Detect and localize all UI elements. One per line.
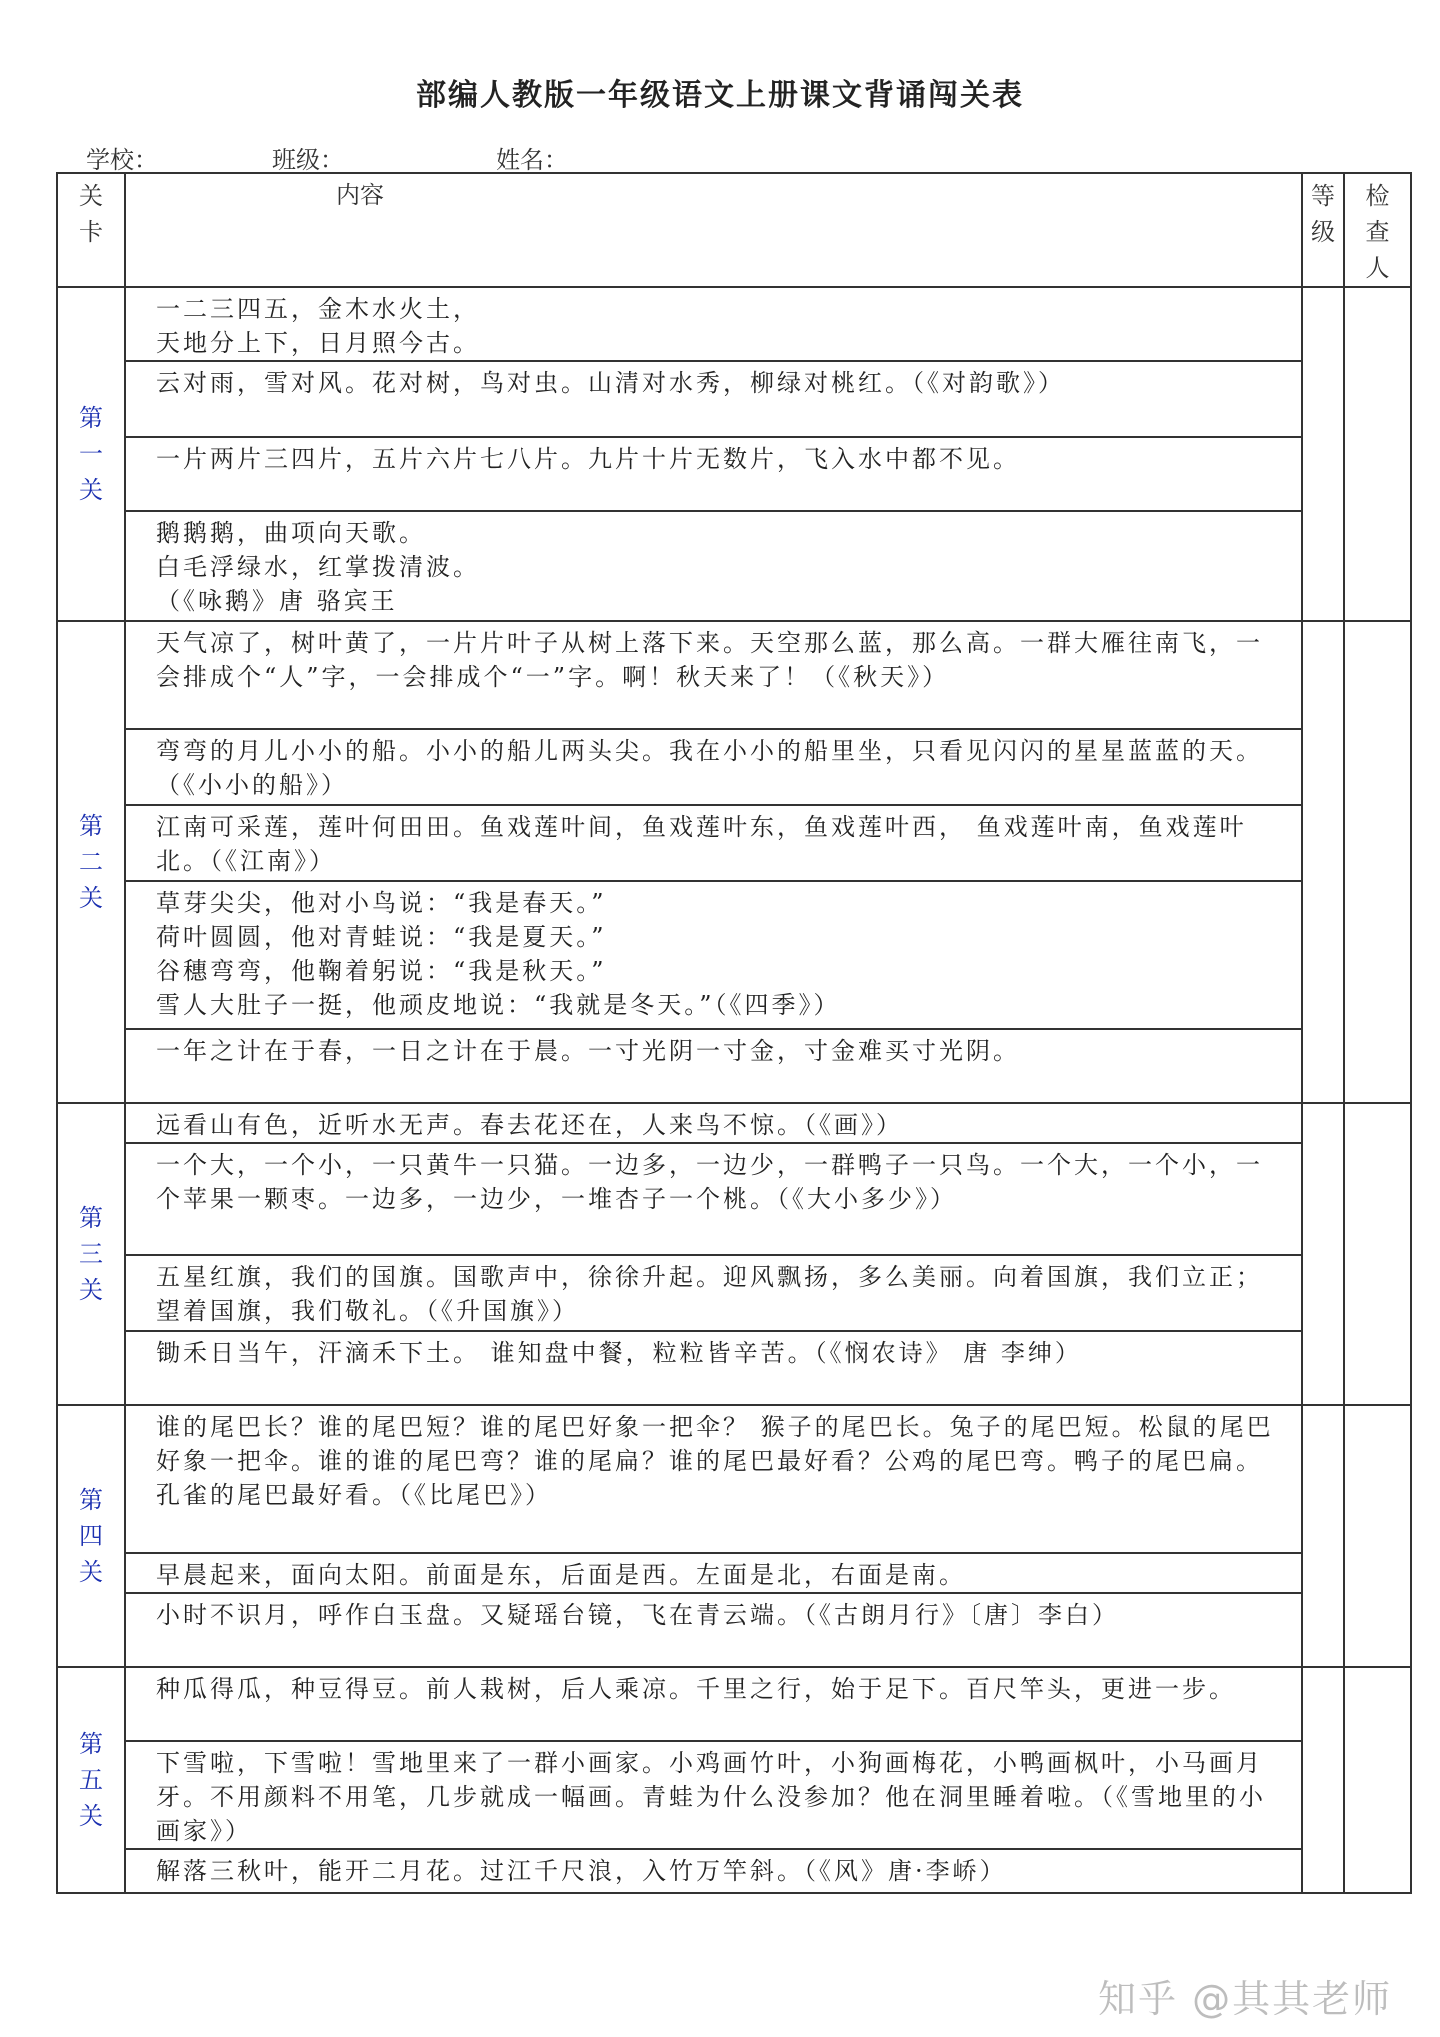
- content-cell: [125, 1103, 1302, 1143]
- school-label: 学校：: [86, 146, 158, 174]
- table-row: [57, 511, 1411, 621]
- content-cell: [125, 1405, 1302, 1553]
- recitation-text: 一个大，一个小，一只黄牛一只猫。一边多，一边少，一群鸭子一只鸟。一个大，一个小，一个苹果一颗枣。一边多，一边少，一堆杏子一个桃。（《大小多少》）: [156, 1151, 1263, 1213]
- level-name: 第一关: [79, 404, 103, 504]
- grade-header: 等级: [1302, 173, 1344, 287]
- table-row: [57, 1331, 1411, 1405]
- content-cell: [125, 511, 1302, 621]
- table-row: [57, 1553, 1411, 1593]
- recitation-text: 江南可采莲，莲叶何田田。鱼戏莲叶间，鱼戏莲叶东，鱼戏莲叶西， 鱼戏莲叶南，鱼戏莲叶北。（《江南》）: [156, 813, 1247, 875]
- level-name: 第四关: [79, 1486, 103, 1586]
- content-cell: [125, 805, 1302, 881]
- content-cell: [125, 361, 1302, 437]
- content-header: 内容: [125, 173, 1302, 287]
- table-row: [57, 361, 1411, 437]
- content-cell: [125, 1667, 1302, 1741]
- table-row: [57, 1029, 1411, 1103]
- recitation-text: 五星红旗，我们的国旗。国歌声中，徐徐升起。迎风飘扬，多么美丽。向着国旗，我们立正；望着国旗，我们敬礼。（《升国旗》）: [156, 1263, 1263, 1325]
- content-cell: [125, 1849, 1302, 1893]
- content-cell: [125, 1255, 1302, 1331]
- recitation-text: 云对雨，雪对风。花对树，鸟对虫。山清对水秀，柳绿对桃红。（《对韵歌》）: [156, 369, 1065, 397]
- table-row: [57, 805, 1411, 881]
- grade-cell[interactable]: [1302, 1405, 1344, 1667]
- watermark: 知乎 @其其老师: [1098, 1977, 1393, 2021]
- table-row: [57, 1405, 1411, 1553]
- table-row: [57, 1849, 1411, 1893]
- content-cell: [125, 437, 1302, 511]
- content-cell: [125, 1331, 1302, 1405]
- content-cell: [125, 1593, 1302, 1667]
- content-cell: [125, 729, 1302, 805]
- content-cell: [125, 881, 1302, 1029]
- grade-cell[interactable]: [1302, 1103, 1344, 1405]
- level-cell: [57, 1405, 125, 1667]
- table-row: [57, 1667, 1411, 1741]
- content-cell: [125, 1553, 1302, 1593]
- grade-cell[interactable]: [1302, 287, 1344, 621]
- recitation-text: 鹅鹅鹅，曲项向天歌。 白毛浮绿水，红掌拨清波。 （《咏鹅》唐 骆宾王: [156, 519, 480, 615]
- recitation-text: 天气凉了，树叶黄了，一片片叶子从树上落下来。天空那么蓝，那么高。一群大雁往南飞，一会排成个“人”字，一会排成个“一”字。啊！秋天来了！（《秋天》）: [156, 629, 1263, 691]
- content-cell: [125, 1029, 1302, 1103]
- table-row: [57, 287, 1411, 361]
- level-cell: [57, 1103, 125, 1405]
- recitation-text: 早晨起来，面向太阳。前面是东，后面是西。左面是北，右面是南。: [156, 1561, 966, 1589]
- level-cell: [57, 287, 125, 621]
- table-row: [57, 1143, 1411, 1255]
- name-label: 姓名：: [496, 146, 568, 174]
- content-cell: [125, 621, 1302, 729]
- recitation-text: 一年之计在于春，一日之计在于晨。一寸光阴一寸金，寸金难买寸光阴。: [156, 1037, 1020, 1065]
- page-title: 部编人教版一年级语文上册课文背诵闯关表: [416, 78, 1024, 113]
- recitation-text: 种瓜得瓜，种豆得豆。前人栽树，后人乘凉。千里之行，始于足下。百尺竿头，更进一步。: [156, 1675, 1236, 1703]
- content-cell: [125, 1741, 1302, 1849]
- table-row: [57, 621, 1411, 729]
- content-cell: [125, 287, 1302, 361]
- recitation-text: 一片两片三四片，五片六片七八片。九片十片无数片，飞入水中都不见。: [156, 445, 1020, 473]
- table-row: [57, 729, 1411, 805]
- level-cell: [57, 1667, 125, 1893]
- checker-cell[interactable]: [1344, 1405, 1411, 1667]
- class-label: 班级：: [272, 146, 344, 174]
- recitation-text: 弯弯的月儿小小的船。小小的船儿两头尖。我在小小的船里坐，只看见闪闪的星星蓝蓝的天。（《小小的船》）: [156, 737, 1263, 799]
- level-name: 第三关: [79, 1204, 103, 1304]
- table-row: [57, 1255, 1411, 1331]
- checker-cell[interactable]: [1344, 287, 1411, 621]
- table-row: [57, 437, 1411, 511]
- table-row: [57, 881, 1411, 1029]
- recitation-text: 锄禾日当午，汗滴禾下土。 谁知盘中餐，粒粒皆辛苦。（《悯农诗》 唐 李绅）: [156, 1339, 1082, 1367]
- recitation-text: 草芽尖尖，他对小鸟说：“我是春天。” 荷叶圆圆，他对青蛙说：“我是夏天。” 谷穗弯弯，他鞠着躬说：“我是秋天。” 雪人大肚子一挺，他顽皮地说：“我就是冬天。”（《四季》）: [156, 889, 841, 1019]
- table-row: [57, 1741, 1411, 1849]
- recitation-table: [56, 172, 1412, 1894]
- header-row: [57, 173, 1411, 287]
- table-row: [57, 1103, 1411, 1143]
- level-cell: [57, 621, 125, 1103]
- recitation-text: 解落三秋叶，能开二月花。过江千尺浪，入竹万竿斜。（《风》唐·李峤）: [156, 1857, 1007, 1885]
- grade-cell[interactable]: [1302, 621, 1344, 1103]
- table-row: [57, 1593, 1411, 1667]
- level-header: 关卡: [57, 173, 125, 287]
- checker-cell[interactable]: [1344, 1103, 1411, 1405]
- checker-cell[interactable]: [1344, 621, 1411, 1103]
- checker-header: 检查人: [1344, 173, 1411, 287]
- recitation-text: 谁的尾巴长？谁的尾巴短？谁的尾巴好象一把伞？ 猴子的尾巴长。兔子的尾巴短。松鼠的尾巴好象一把伞。谁的谁的尾巴弯？谁的尾扁？谁的尾巴最好看？公鸡的尾巴弯。鸭子的尾巴扁。孔雀的尾巴最好看。（《比尾巴》）: [156, 1413, 1274, 1509]
- recitation-text: 远看山有色，近听水无声。春去花还在，人来鸟不惊。（《画》）: [156, 1111, 903, 1139]
- recitation-text: 小时不识月，呼作白玉盘。又疑瑶台镜，飞在青云端。（《古朗月行》〔唐〕李白）: [156, 1601, 1119, 1629]
- level-name: 第二关: [79, 812, 103, 912]
- recitation-text: 一二三四五，金木水火土， 天地分上下，日月照今古。: [156, 295, 480, 357]
- level-name: 第五关: [79, 1730, 103, 1830]
- content-cell: [125, 1143, 1302, 1255]
- grade-cell[interactable]: [1302, 1667, 1344, 1893]
- recitation-text: 下雪啦，下雪啦！雪地里来了一群小画家。小鸡画竹叶，小狗画梅花，小鸭画枫叶，小马画月牙。不用颜料不用笔，几步就成一幅画。青蛙为什么没参加？他在洞里睡着啦。（《雪地里的小画家》）: [156, 1749, 1266, 1845]
- checker-cell[interactable]: [1344, 1667, 1411, 1893]
